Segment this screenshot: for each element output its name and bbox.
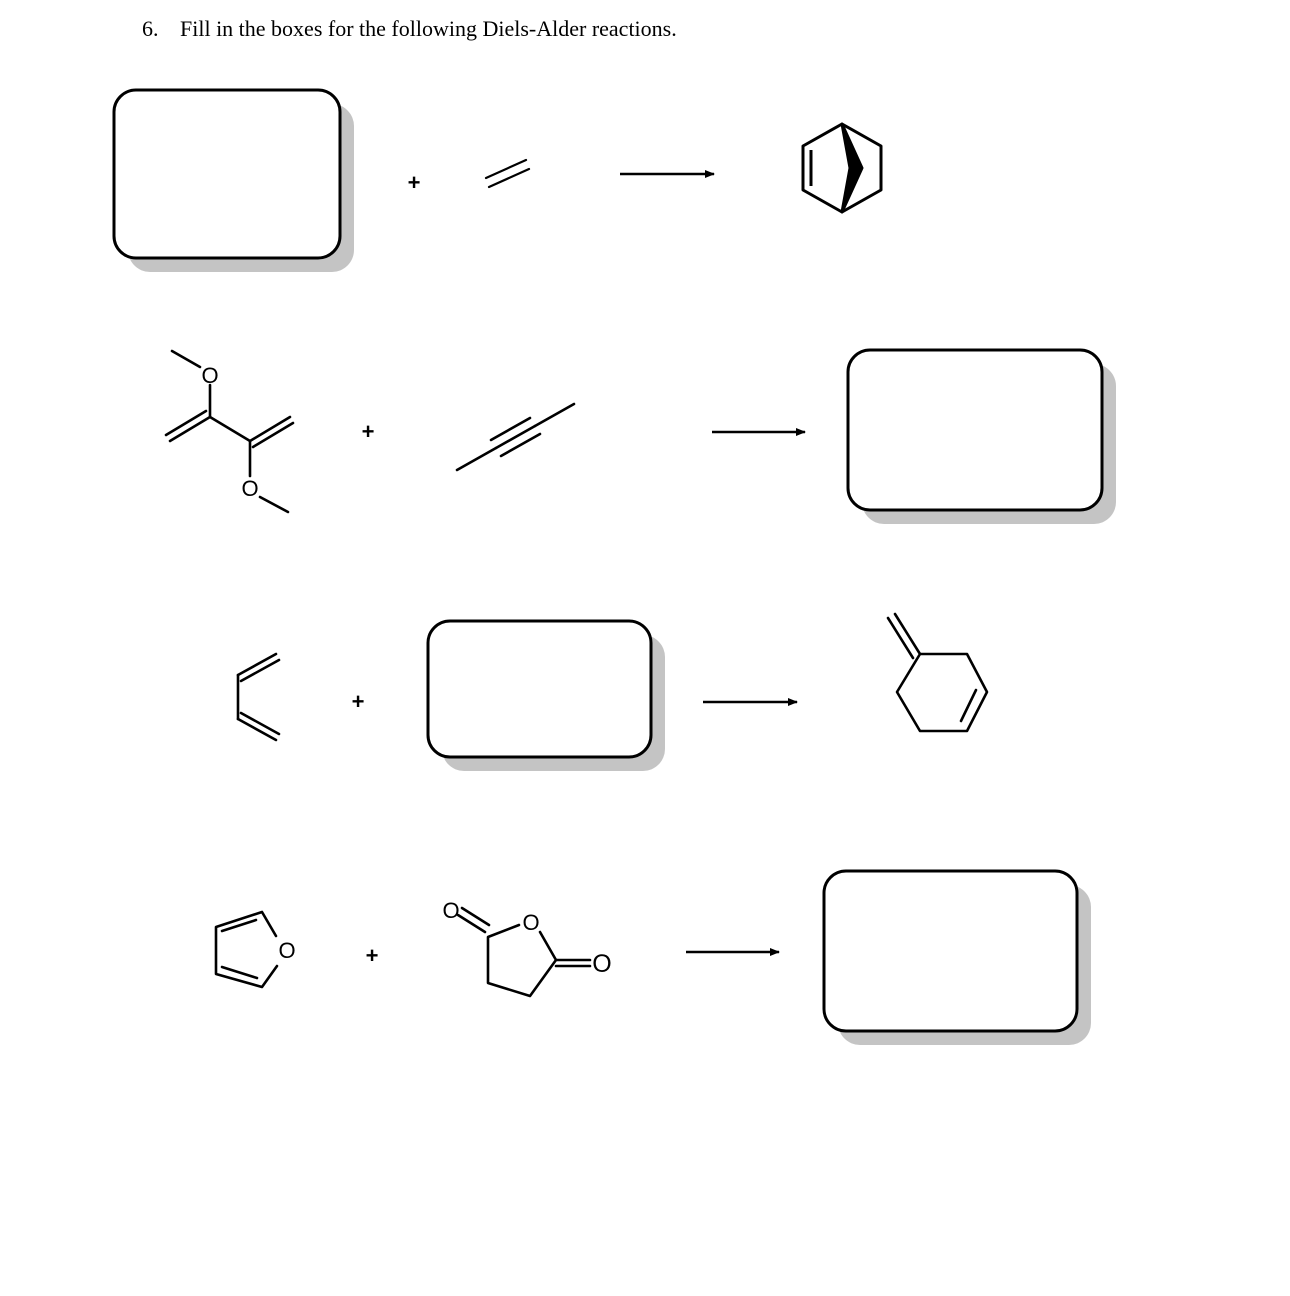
norbornene-molecule — [803, 124, 881, 212]
oxygen-atom-label: O — [201, 363, 219, 388]
question-text: Fill in the boxes for the following Diels-Alder reactions. — [180, 16, 677, 41]
answer-box-product-2[interactable] — [848, 350, 1116, 524]
furan-molecule — [216, 912, 277, 987]
answer-box-reactant-1[interactable] — [114, 90, 354, 272]
oxygen-atom-label: O — [522, 910, 540, 935]
oxygen-atom-label: O — [278, 938, 296, 963]
oxygen-atom-label: O — [592, 950, 612, 978]
butyne-molecule — [457, 404, 574, 470]
plus-sign: + — [361, 419, 375, 444]
oxygen-atom-label: O — [442, 898, 460, 923]
oxygen-atom-label: O — [241, 476, 259, 501]
ethylene-molecule — [486, 160, 529, 187]
reaction-2 — [166, 350, 1116, 524]
dimethoxybutadiene-molecule — [166, 351, 293, 512]
answer-box-product-4[interactable] — [824, 871, 1091, 1045]
plus-sign: + — [407, 170, 421, 195]
answer-box-reactant-3[interactable] — [428, 621, 665, 771]
reaction-1 — [114, 90, 881, 272]
plus-sign: + — [365, 943, 379, 968]
plus-sign: + — [351, 689, 365, 714]
reaction-3 — [238, 614, 987, 771]
reaction-4 — [216, 871, 1091, 1045]
question-number: 6. — [142, 16, 159, 41]
methylenecyclohexene-molecule — [888, 614, 987, 731]
butadiene-molecule — [238, 654, 279, 740]
